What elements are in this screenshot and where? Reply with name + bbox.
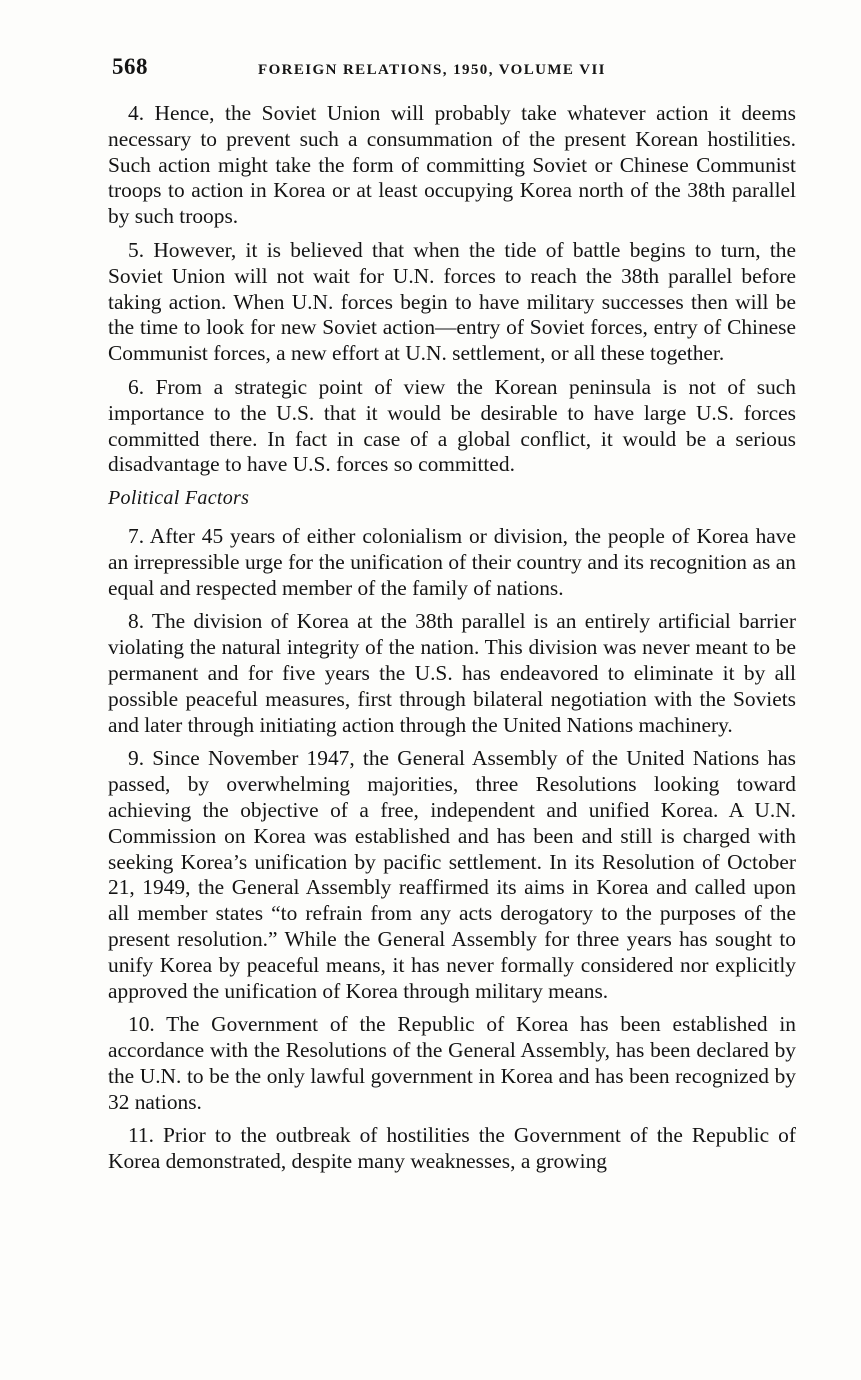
body-text xyxy=(108,101,796,1175)
paragraph-11: 11. Prior to the outbreak of hostilities the Government of the Republic of Korea demonstrated, despite many weaknesses, a growing xyxy=(108,1123,796,1174)
paragraph-6: 6. From a strategic point of view the Korean peninsula is not of such importance to the U.S. that it would be desirable to have large U.S. forces committed there. In fact in case of a global conflict, it would be a serious disadvantage to have U.S. forces so committed. xyxy=(108,374,796,477)
paragraph-8: 8. The division of Korea at the 38th parallel is an entirely artificial barrier violating the natural integrity of the nation. This division was never meant to be permanent and for five years the U.S. has endeavored to eliminate it by all possible peaceful measures, first through bilateral negotiation with the Soviets and later through initiating action through the United Nations machinery. xyxy=(108,609,796,737)
page-number: 568 xyxy=(112,54,148,79)
paragraph-5: 5. However, it is believed that when the tide of battle begins to turn, the Soviet Union will not wait for U.N. forces to reach the 38th parallel before taking action. When U.N. forces begin to have military successes then will be the time to look for new Soviet action—entry of Soviet forces, entry of Chinese Communist forces, a new effort at U.N. settlement, or all these together. xyxy=(108,237,796,366)
paragraph-7: 7. After 45 years of either colonialism or division, the people of Korea have an irrepressible urge for the unification of their country and its recognition as an equal and respected member of the family of nations. xyxy=(108,523,796,600)
page-header xyxy=(112,54,812,88)
paragraph-9: 9. Since November 1947, the General Assembly of the United Nations has passed, by overwhelming majorities, three Resolutions looking toward achieving the objective of a free, independent and unified Korea. A U.N. Commission on Korea was established and has been and still is charged with seeking Korea’s unification by pacific settlement. In its Resolution of October 21, 1949, the General Assembly reaffirmed its aims in Korea and called upon all member states “to refrain from any acts derogatory to the purposes of the present resolution.” While the General Assembly for three years has sought to unify Korea by peaceful means, it has never formally considered nor explicitly approved the unification of Korea through military means. xyxy=(108,746,796,1003)
section-heading: Political Factors xyxy=(108,487,250,510)
paragraph-10: 10. The Government of the Republic of Korea has been established in accordance with the Resolutions of the General Assembly, has been declared by the U.N. to be the only lawful government in Korea and has been recognized by 32 nations. xyxy=(108,1012,796,1114)
paragraph-4: 4. Hence, the Soviet Union will probably take whatever action it deems necessary to prevent such a consummation of the present Korean hostilities. Such action might take the form of committing Soviet or Chinese Communist troops to action in Korea or at least occupying Korea north of the 38th parallel by such troops. xyxy=(108,101,796,229)
running-head: FOREIGN RELATIONS, 1950, VOLUME VII xyxy=(258,62,606,78)
